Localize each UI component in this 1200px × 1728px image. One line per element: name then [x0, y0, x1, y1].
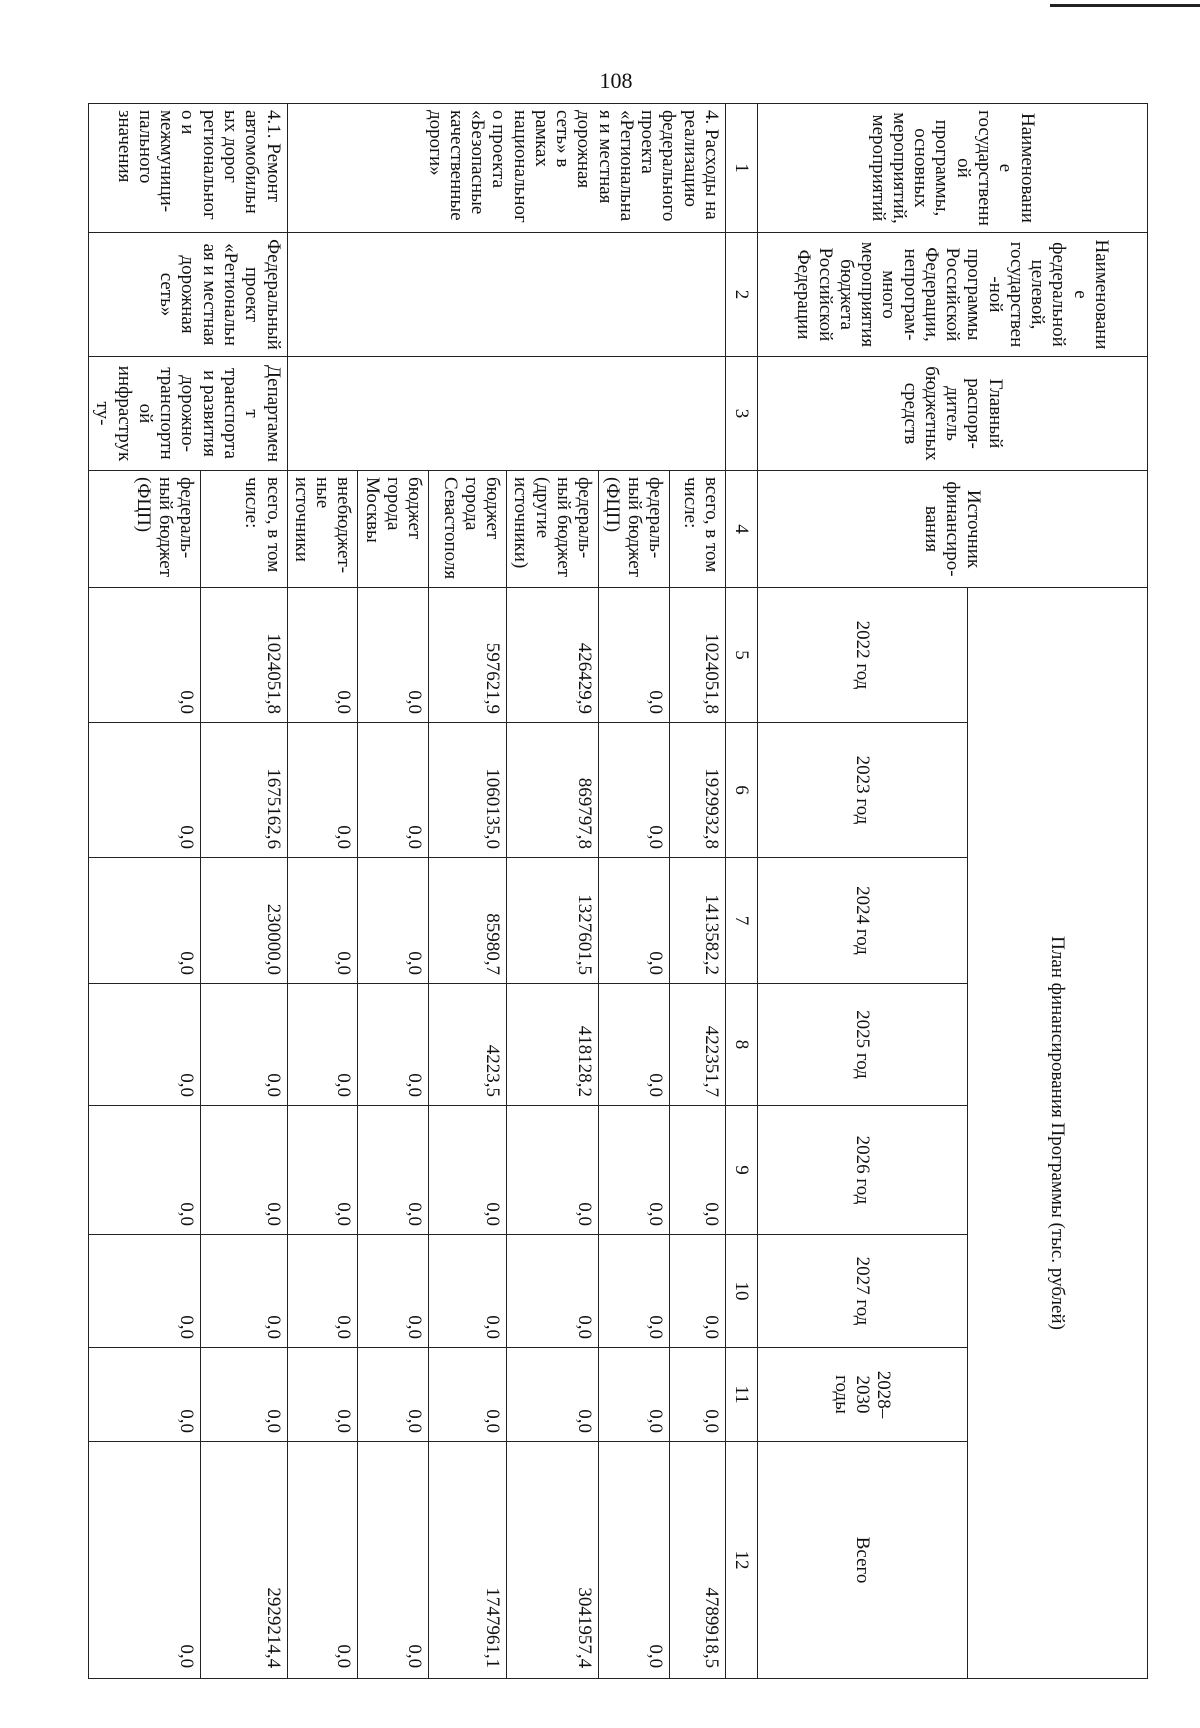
section4-manager	[287, 357, 725, 471]
value-cell: 0,0	[358, 1106, 429, 1235]
value-cell: 0,0	[200, 984, 287, 1106]
value-cell: 0,0	[200, 1235, 287, 1348]
source-cell: бюджет города Севастополя	[429, 471, 507, 588]
value-cell: 3041957,4	[507, 1442, 599, 1679]
value-cell: 1747961,1	[429, 1442, 507, 1679]
value-cell: 0,0	[358, 1348, 429, 1442]
value-cell: 0,0	[358, 858, 429, 984]
column-number: 2	[726, 233, 758, 357]
column-number: 9	[726, 1106, 758, 1235]
header-year: 2023 год	[758, 723, 968, 858]
column-number: 12	[726, 1442, 758, 1679]
value-cell: 1929932,8	[670, 723, 726, 858]
value-cell: 4789918,5	[670, 1442, 726, 1679]
value-cell: 85980,7	[429, 858, 507, 984]
header-year: 2022 год	[758, 588, 968, 723]
value-cell: 0,0	[287, 723, 358, 858]
header-plan: План финансирования Программы (тыс. рублей)	[968, 588, 1148, 1679]
column-number: 8	[726, 984, 758, 1106]
header-year: 2025 год	[758, 984, 968, 1106]
column-number: 1	[726, 104, 758, 233]
value-cell: 597621,9	[429, 588, 507, 723]
source-cell: всего, в том числе:	[670, 471, 726, 588]
table-row	[200, 104, 287, 1679]
source-cell: бюджет города Москвы	[358, 471, 429, 588]
financing-table	[88, 103, 1148, 1679]
header-col4: Источник финансиро-вания	[758, 471, 1148, 588]
top-rule	[1050, 4, 1200, 7]
column-number-row	[726, 104, 758, 1679]
value-cell: 0,0	[89, 1442, 201, 1679]
value-cell: 0,0	[358, 588, 429, 723]
value-cell: 0,0	[429, 1106, 507, 1235]
value-cell: 0,0	[358, 1235, 429, 1348]
value-cell: 0,0	[200, 1348, 287, 1442]
value-cell: 0,0	[507, 1106, 599, 1235]
source-cell: федераль-ный бюджет (ФЦП)	[89, 471, 201, 588]
column-number: 6	[726, 723, 758, 858]
value-cell: 1024051,8	[200, 588, 287, 723]
column-number: 5	[726, 588, 758, 723]
value-cell: 0,0	[89, 588, 201, 723]
rotated-table-wrapper	[92, 103, 1148, 1678]
header-row-1	[968, 104, 1148, 1679]
column-number: 10	[726, 1235, 758, 1348]
value-cell: 0,0	[599, 858, 670, 984]
column-number: 7	[726, 858, 758, 984]
section41-program: Федеральный проект «Региональная и местная дорожная сеть»	[89, 233, 287, 357]
value-cell: 0,0	[507, 1235, 599, 1348]
source-cell: федераль-ный бюджет (другие источники)	[507, 471, 599, 588]
value-cell: 1413582,2	[670, 858, 726, 984]
value-cell: 0,0	[287, 588, 358, 723]
value-cell: 0,0	[507, 1348, 599, 1442]
header-col1: Наименование государственной программы, основных мероприятий, мероприятий	[758, 104, 1148, 233]
value-cell: 0,0	[287, 984, 358, 1106]
value-cell: 1060135,0	[429, 723, 507, 858]
value-cell: 0,0	[670, 1106, 726, 1235]
header-year: Всего	[758, 1442, 968, 1679]
value-cell: 0,0	[599, 1235, 670, 1348]
value-cell: 422351,7	[670, 984, 726, 1106]
value-cell: 0,0	[89, 1106, 201, 1235]
section41-manager: Департамент транспорта и развития дорожно-транспортной инфраструкту-	[89, 357, 287, 471]
header-col3: Главный распоря-дитель бюджетных средств	[758, 357, 1148, 471]
value-cell: 0,0	[599, 984, 670, 1106]
value-cell: 0,0	[287, 858, 358, 984]
value-cell: 0,0	[599, 723, 670, 858]
value-cell: 0,0	[599, 1106, 670, 1235]
header-year: 2027 год	[758, 1235, 968, 1348]
value-cell: 0,0	[287, 1235, 358, 1348]
header-year: 2024 год	[758, 858, 968, 984]
value-cell: 418128,2	[507, 984, 599, 1106]
value-cell: 0,0	[89, 858, 201, 984]
source-cell: федераль-ный бюджет (ФЦП)	[599, 471, 670, 588]
value-cell: 0,0	[287, 1348, 358, 1442]
section4-name: 4. Расходы на реализацию федерального проекта «Региональная и местная дорожная сеть» в рамках национального проекта «Безопасные качественные дороги»	[287, 104, 725, 233]
value-cell: 0,0	[358, 984, 429, 1106]
value-cell: 0,0	[599, 588, 670, 723]
value-cell: 0,0	[89, 984, 201, 1106]
value-cell: 0,0	[200, 1106, 287, 1235]
value-cell: 2929214,4	[200, 1442, 287, 1679]
value-cell: 0,0	[599, 1348, 670, 1442]
value-cell: 426429,9	[507, 588, 599, 723]
value-cell: 0,0	[670, 1235, 726, 1348]
value-cell: 0,0	[89, 1348, 201, 1442]
value-cell: 0,0	[358, 723, 429, 858]
column-number: 11	[726, 1348, 758, 1442]
value-cell: 0,0	[429, 1348, 507, 1442]
value-cell: 4223,5	[429, 984, 507, 1106]
section4-program	[287, 233, 725, 357]
page-number: 108	[599, 68, 633, 93]
value-cell: 0,0	[287, 1442, 358, 1679]
value-cell: 0,0	[358, 1442, 429, 1679]
value-cell: 0,0	[429, 1235, 507, 1348]
source-cell: внебюджет-ные источники	[287, 471, 358, 588]
value-cell: 869797,8	[507, 723, 599, 858]
value-cell: 1024051,8	[670, 588, 726, 723]
value-cell: 230000,0	[200, 858, 287, 984]
column-number: 3	[726, 357, 758, 471]
value-cell: 0,0	[670, 1348, 726, 1442]
table-row	[670, 104, 726, 1679]
value-cell: 0,0	[287, 1106, 358, 1235]
value-cell: 1675162,6	[200, 723, 287, 858]
column-number: 4	[726, 471, 758, 588]
value-cell: 1327601,5	[507, 858, 599, 984]
header-year: 2026 год	[758, 1106, 968, 1235]
source-cell: всего, в том числе:	[200, 471, 287, 588]
value-cell: 0,0	[599, 1442, 670, 1679]
value-cell: 0,0	[89, 1235, 201, 1348]
value-cell: 0,0	[89, 723, 201, 858]
header-col2: Наименование федеральной целевой, государствен-ной программы Российской Федерации, непрограм-много мероприятия бюджета Российской Федерации	[758, 233, 1148, 357]
section41-name: 4.1. Ремонт автомобильных дорог регионального и межмуници-пального значения	[89, 104, 287, 233]
header-year: 2028–2030 годы	[758, 1348, 968, 1442]
